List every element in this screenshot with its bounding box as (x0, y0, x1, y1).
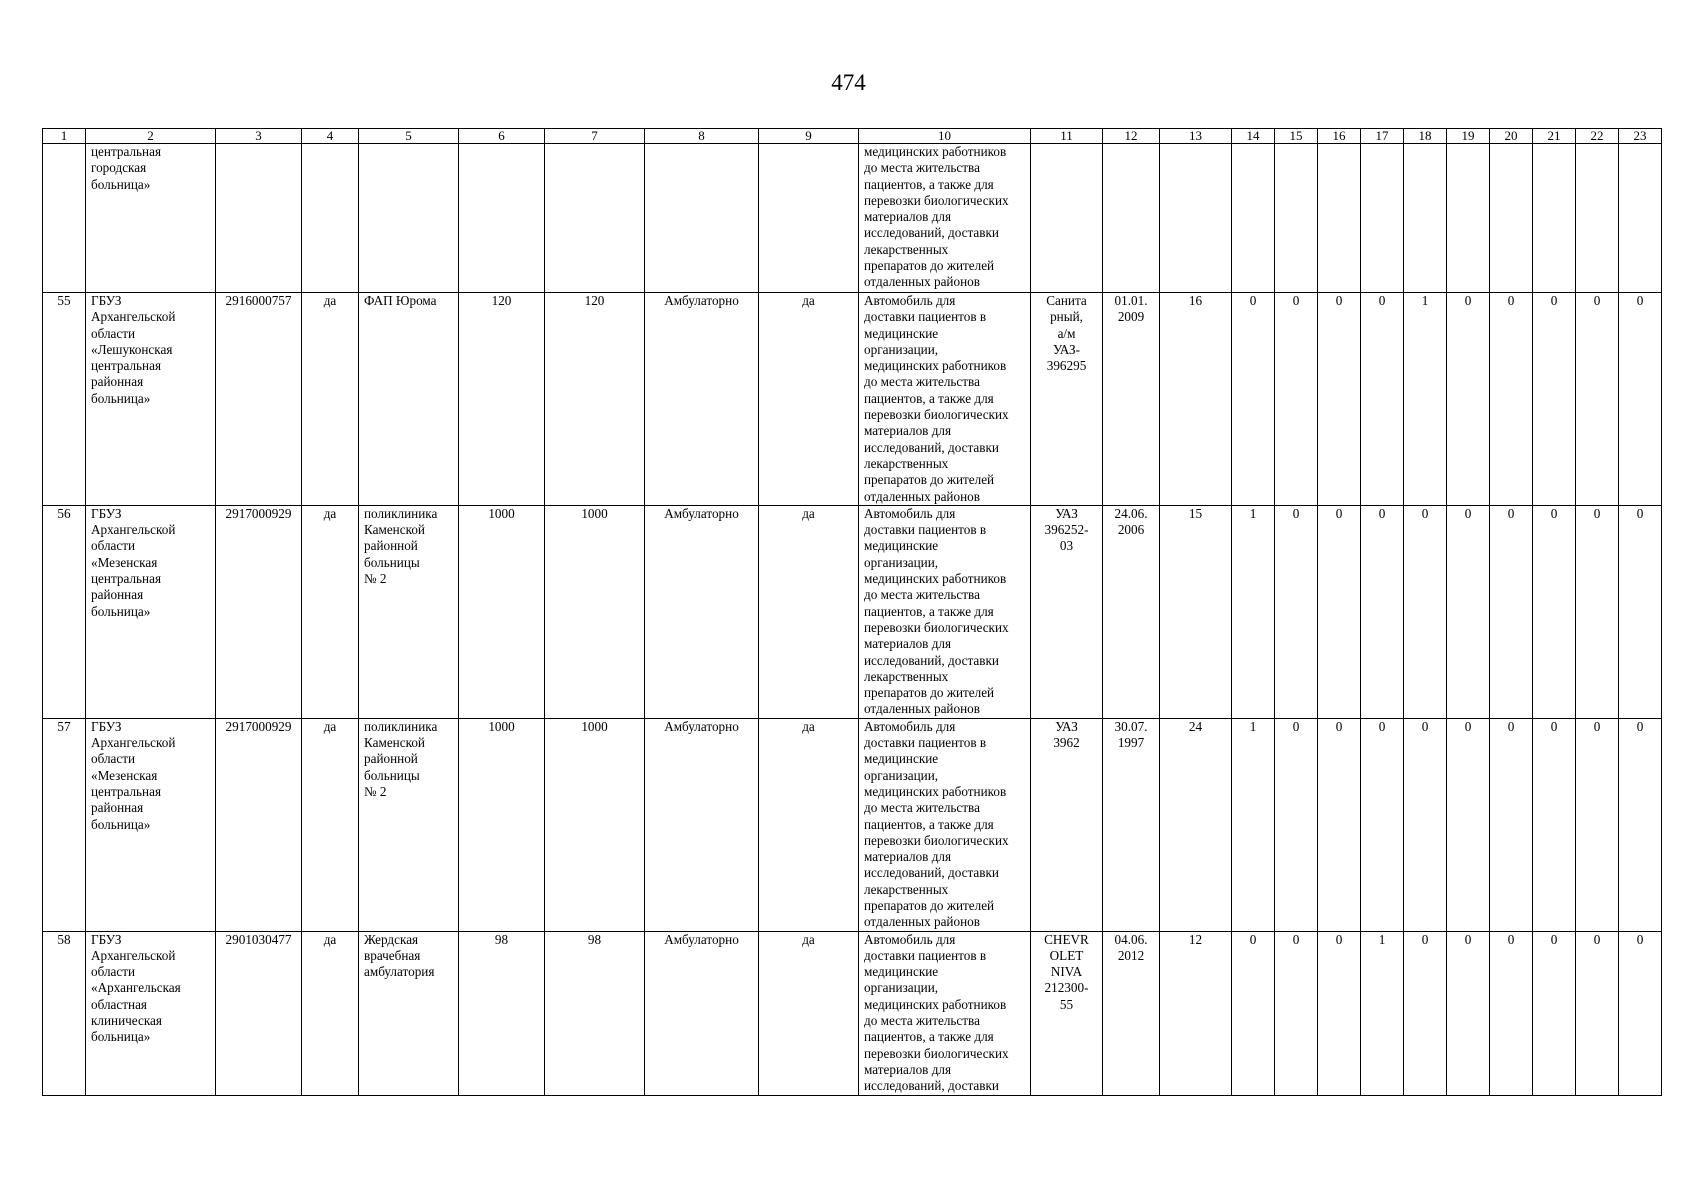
table-cell (1619, 144, 1662, 293)
table-cell: 1 (1361, 931, 1404, 1095)
table-cell: 120 (459, 293, 545, 506)
table-cell (1576, 144, 1619, 293)
table-cell: ФАП Юрома (359, 293, 459, 506)
table-cell: 0 (1404, 505, 1447, 718)
table-row (43, 718, 1662, 931)
table-cell: 24 (1160, 718, 1232, 931)
table-cell (43, 144, 86, 293)
table-cell (359, 144, 459, 293)
table-cell: 04.06. 2012 (1103, 931, 1160, 1095)
table-cell (1318, 144, 1361, 293)
table-cell (1160, 144, 1232, 293)
column-header: 2 (86, 129, 216, 144)
column-header: 5 (359, 129, 459, 144)
table-cell: 1 (1232, 505, 1275, 718)
table-cell: 0 (1619, 293, 1662, 506)
table-cell: 1 (1404, 293, 1447, 506)
column-header: 23 (1619, 129, 1662, 144)
table-cell: 0 (1619, 931, 1662, 1095)
table-cell: 0 (1232, 293, 1275, 506)
table-cell (1103, 144, 1160, 293)
table-cell: 0 (1361, 293, 1404, 506)
table-cell: Автомобиль для доставки пациентов в медицинские организации, медицинских работников до места жительства пациентов, а также для перевозки биологических материалов для исследований, доставки лекарственных препаратов до жителей отдаленных районов (859, 505, 1031, 718)
column-header: 21 (1533, 129, 1576, 144)
table-cell: 0 (1576, 505, 1619, 718)
table-cell: 1 (1232, 718, 1275, 931)
table-cell: да (302, 718, 359, 931)
table-cell: 1000 (459, 718, 545, 931)
table-cell: 1000 (545, 505, 645, 718)
table-cell: 0 (1275, 293, 1318, 506)
table-cell (759, 144, 859, 293)
table-cell: да (302, 293, 359, 506)
table-cell: 2901030477 (216, 931, 302, 1095)
table-cell: Автомобиль для доставки пациентов в медицинские организации, медицинских работников до места жительства пациентов, а также для перевозки биологических материалов для исследований, доставки лекарственных препаратов до жителей отдаленных районов (859, 718, 1031, 931)
column-header: 10 (859, 129, 1031, 144)
table-cell: 0 (1275, 931, 1318, 1095)
column-header: 22 (1576, 129, 1619, 144)
table-cell: 0 (1490, 931, 1533, 1095)
table-cell: ГБУЗ Архангельской области «Архангельская областная клиническая больница» (86, 931, 216, 1095)
column-header: 4 (302, 129, 359, 144)
table-cell: Амбулаторно (645, 931, 759, 1095)
table-cell: 0 (1576, 293, 1619, 506)
column-header: 3 (216, 129, 302, 144)
table-cell: да (302, 505, 359, 718)
table-cell: Санита рный, а/м УАЗ- 396295 (1031, 293, 1103, 506)
table-cell: 0 (1318, 718, 1361, 931)
table-cell: Жердская врачебная амбулатория (359, 931, 459, 1095)
table-cell: 15 (1160, 505, 1232, 718)
table-cell: 98 (459, 931, 545, 1095)
table-cell: 30.07. 1997 (1103, 718, 1160, 931)
table-row (43, 931, 1662, 1095)
table-cell: Амбулаторно (645, 718, 759, 931)
table-cell: ГБУЗ Архангельской области «Мезенская центральная районная больница» (86, 718, 216, 931)
table-cell: центральная городская больница» (86, 144, 216, 293)
table-cell: 0 (1490, 718, 1533, 931)
table-cell: ГБУЗ Архангельской области «Лешуконская центральная районная больница» (86, 293, 216, 506)
table-cell (1447, 144, 1490, 293)
table-cell (1031, 144, 1103, 293)
table-cell (459, 144, 545, 293)
column-number-row (43, 129, 1662, 144)
column-header: 18 (1404, 129, 1447, 144)
table-cell: 1000 (545, 718, 645, 931)
table-cell: 0 (1619, 505, 1662, 718)
table-cell (1533, 144, 1576, 293)
table-cell: Автомобиль для доставки пациентов в медицинские организации, медицинских работников до места жительства пациентов, а также для перевозки биологических материалов для исследований, доставки лекарственных препаратов до жителей отдаленных районов (859, 293, 1031, 506)
table-cell (302, 144, 359, 293)
table-cell: 57 (43, 718, 86, 931)
table-cell: 0 (1275, 505, 1318, 718)
table-cell: 0 (1275, 718, 1318, 931)
column-header: 11 (1031, 129, 1103, 144)
table-cell: поликлиника Каменской районной больницы № 2 (359, 505, 459, 718)
table-cell: 0 (1490, 293, 1533, 506)
table-cell (216, 144, 302, 293)
table-cell: 98 (545, 931, 645, 1095)
table-cell: 0 (1404, 931, 1447, 1095)
table-cell (1361, 144, 1404, 293)
table-cell (1275, 144, 1318, 293)
column-header: 15 (1275, 129, 1318, 144)
table-cell: УАЗ 396252- 03 (1031, 505, 1103, 718)
table-cell: 55 (43, 293, 86, 506)
table-cell: да (759, 931, 859, 1095)
table-cell: 0 (1447, 293, 1490, 506)
table-cell: 0 (1361, 718, 1404, 931)
vehicles-table (42, 128, 1662, 1096)
table-cell: 0 (1576, 931, 1619, 1095)
table-cell (545, 144, 645, 293)
table-cell (1490, 144, 1533, 293)
table-row (43, 293, 1662, 506)
table-cell: 0 (1533, 505, 1576, 718)
column-header: 9 (759, 129, 859, 144)
table-cell: 120 (545, 293, 645, 506)
table-cell: Автомобиль для доставки пациентов в медицинские организации, медицинских работников до места жительства пациентов, а также для перевозки биологических материалов для исследований, доставки (859, 931, 1031, 1095)
table-cell: УАЗ 3962 (1031, 718, 1103, 931)
table-cell: 0 (1318, 293, 1361, 506)
table-cell: 2917000929 (216, 505, 302, 718)
table-cell: 0 (1404, 718, 1447, 931)
table-cell: 0 (1361, 505, 1404, 718)
table-row (43, 144, 1662, 293)
table-cell: ГБУЗ Архангельской области «Мезенская центральная районная больница» (86, 505, 216, 718)
column-header: 12 (1103, 129, 1160, 144)
table-cell: 01.01. 2009 (1103, 293, 1160, 506)
column-header: 16 (1318, 129, 1361, 144)
column-header: 7 (545, 129, 645, 144)
table-cell: 0 (1447, 505, 1490, 718)
table-cell: Амбулаторно (645, 505, 759, 718)
table-cell: 0 (1318, 505, 1361, 718)
table-cell: 0 (1533, 931, 1576, 1095)
table-cell: CHEVR OLET NIVA 212300- 55 (1031, 931, 1103, 1095)
table-cell: да (759, 718, 859, 931)
table-cell: 0 (1533, 293, 1576, 506)
table-cell: да (759, 505, 859, 718)
table-cell: 0 (1232, 931, 1275, 1095)
column-header: 17 (1361, 129, 1404, 144)
table-cell: 0 (1576, 718, 1619, 931)
table-cell: 0 (1490, 505, 1533, 718)
column-header: 6 (459, 129, 545, 144)
table-cell: 0 (1619, 718, 1662, 931)
table-cell (1404, 144, 1447, 293)
column-header: 20 (1490, 129, 1533, 144)
table-cell: 1000 (459, 505, 545, 718)
column-header: 13 (1160, 129, 1232, 144)
table-cell: 0 (1533, 718, 1576, 931)
table-cell: 0 (1447, 931, 1490, 1095)
table-row (43, 505, 1662, 718)
column-header: 14 (1232, 129, 1275, 144)
page-number: 474 (831, 70, 866, 95)
table-cell: 56 (43, 505, 86, 718)
table-cell: 24.06. 2006 (1103, 505, 1160, 718)
table-cell: да (302, 931, 359, 1095)
table-cell: 0 (1447, 718, 1490, 931)
column-header: 1 (43, 129, 86, 144)
table-cell: 2917000929 (216, 718, 302, 931)
table-cell: медицинских работников до места жительства пациентов, а также для перевозки биологических материалов для исследований, доставки лекарственных препаратов до жителей отдаленных районов (859, 144, 1031, 293)
table-cell: 12 (1160, 931, 1232, 1095)
table-cell (1232, 144, 1275, 293)
column-header: 8 (645, 129, 759, 144)
table-cell: 2916000757 (216, 293, 302, 506)
table-cell: Амбулаторно (645, 293, 759, 506)
table-cell: поликлиника Каменской районной больницы № 2 (359, 718, 459, 931)
table-cell: 0 (1318, 931, 1361, 1095)
column-header: 19 (1447, 129, 1490, 144)
table-cell: 16 (1160, 293, 1232, 506)
table-cell (645, 144, 759, 293)
table-cell: 58 (43, 931, 86, 1095)
table-cell: да (759, 293, 859, 506)
